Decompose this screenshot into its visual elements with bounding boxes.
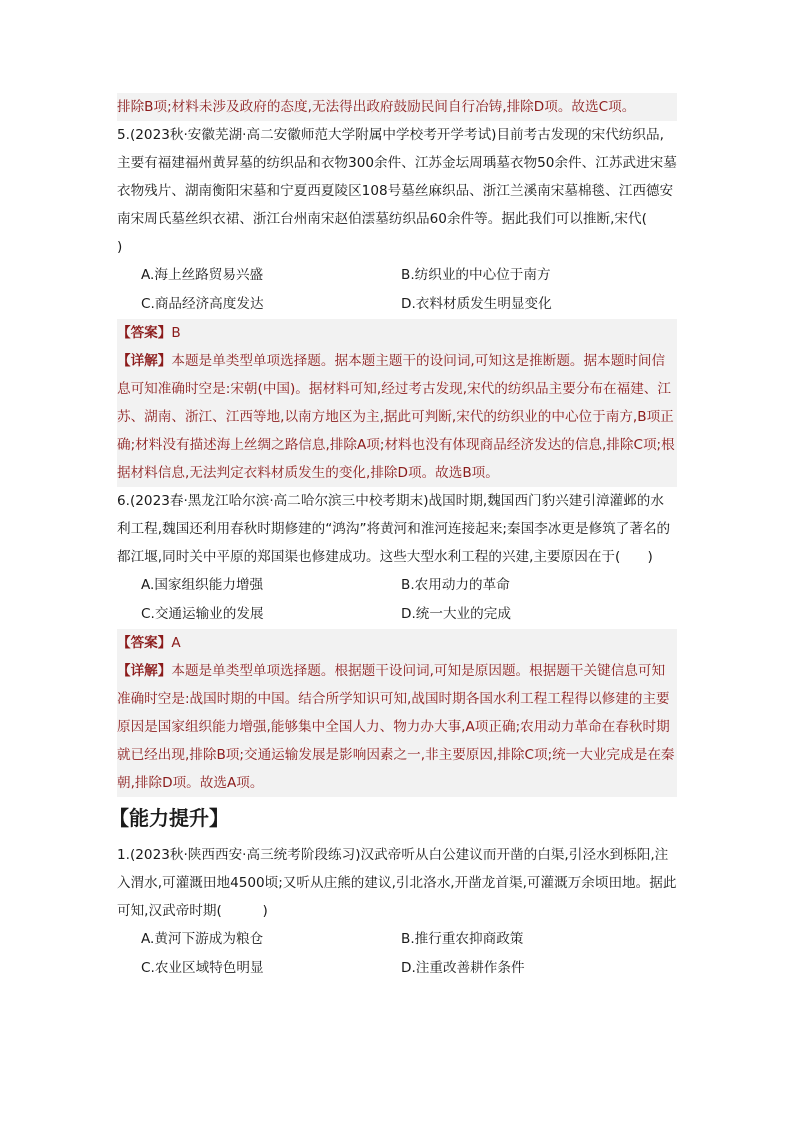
previous-explanation-tail: 排除B项;材料未涉及政府的态度,无法得出政府鼓励民间自行冶铸,排除D项。故选C项。 bbox=[117, 93, 677, 121]
question-5-stem: 5.(2023秋·安徽芜湖·高二安徽师范大学附属中学校考开学考试)目前考古发现的宋代纺织品,主要有福建福州黄昇墓的纺织品和衣物300余件、江苏金坛周瑀墓衣物50余件、江苏武进宋墓衣物残片、湖南衡阳宋墓和宁夏西夏陵区108号墓丝麻织品、浙江兰溪南宋墓棉毯、江西德安南宋周氏墓丝织衣裙、浙江台州南宋赵伯澐墓纺织品60余件等。据此我们可以推断,宋代( ) bbox=[117, 127, 677, 255]
option-c: C.交通运输业的发展 bbox=[141, 606, 264, 622]
option-a: A.海上丝路贸易兴盛 bbox=[141, 267, 264, 283]
page-content bbox=[109, 93, 677, 983]
answer-value: A bbox=[171, 635, 181, 651]
detail-label: 【详解】 bbox=[117, 663, 172, 679]
option-c: C.商品经济高度发达 bbox=[141, 296, 264, 312]
answer-label: 【答案】 bbox=[117, 635, 172, 651]
option-a: A.黄河下游成为粮仓 bbox=[141, 931, 264, 947]
question-5-detail bbox=[117, 347, 677, 487]
option-b: B.纺织业的中心位于南方 bbox=[401, 267, 551, 283]
section-title: 【能力提升】 bbox=[109, 806, 229, 830]
practice-question-1-options bbox=[117, 925, 677, 983]
option-d: D.注重改善耕作条件 bbox=[401, 960, 525, 976]
question-5-answer bbox=[117, 319, 677, 347]
question-5-options bbox=[117, 261, 677, 319]
question-6-options bbox=[117, 571, 677, 629]
option-d: D.衣料材质发生明显变化 bbox=[401, 296, 552, 312]
question-6-detail bbox=[117, 657, 677, 797]
question-6-answer bbox=[117, 629, 677, 657]
option-b: B.推行重农抑商政策 bbox=[401, 931, 524, 947]
option-a: A.国家组织能力增强 bbox=[141, 577, 264, 593]
detail-label: 【详解】 bbox=[117, 353, 172, 369]
answer-value: B bbox=[171, 325, 181, 341]
option-b: B.农用动力的革命 bbox=[401, 577, 510, 593]
practice-question-1-stem: 1.(2023秋·陕西西安·高三统考阶段练习)汉武帝听从白公建议而开凿的白渠,引泾水到栎阳,注入渭水,可灌溉田地4500顷;又听从庄熊的建议,引北洛水,开凿龙首渠,可灌溉万余顷田地。据此可知,汉武帝时期( ) bbox=[117, 847, 677, 919]
detail-text: 本题是单类型单项选择题。据本题主题干的设问词,可知这是推断题。据本题时间信息可知准确时空是:宋朝(中国)。据材料可知,经过考古发现,宋代的纺织品主要分布在福建、江苏、湖南、浙江、江西等地,以南方地区为主,据此可判断,宋代的纺织业的中心位于南方,B项正确;材料没有描述海上丝绸之路信息,排除A项;材料也没有体现商品经济发达的信息,排除C项;根据材料信息,无法判定衣料材质发生的变化,排除D项。故选B项。 bbox=[117, 353, 675, 481]
answer-label: 【答案】 bbox=[117, 325, 172, 341]
question-6-stem: 6.(2023春·黑龙江哈尔滨·高二哈尔滨三中校考期末)战国时期,魏国西门豹兴建引漳灌邺的水利工程,魏国还利用春秋时期修建的“鸿沟”将黄河和淮河连接起来;秦国李冰更是修筑了著名的都江堰,同时关中平原的郑国渠也修建成功。这些大型水利工程的兴建,主要原因在于( ) bbox=[117, 493, 671, 565]
option-c: C.农业区域特色明显 bbox=[141, 960, 264, 976]
option-d: D.统一大业的完成 bbox=[401, 606, 511, 622]
detail-text: 本题是单类型单项选择题。根据题干设问词,可知是原因题。根据题干关键信息可知准确时空是:战国时期的中国。结合所学知识可知,战国时期各国水利工程工程得以修建的主要原因是国家组织能力增强,能够集中全国人力、物力办大事,A项正确;农用动力革命在春秋时期就已经出现,排除B项;交通运输发展是影响因素之一,非主要原因,排除C项;统一大业完成是在秦朝,排除D项。故选A项。 bbox=[117, 663, 675, 791]
